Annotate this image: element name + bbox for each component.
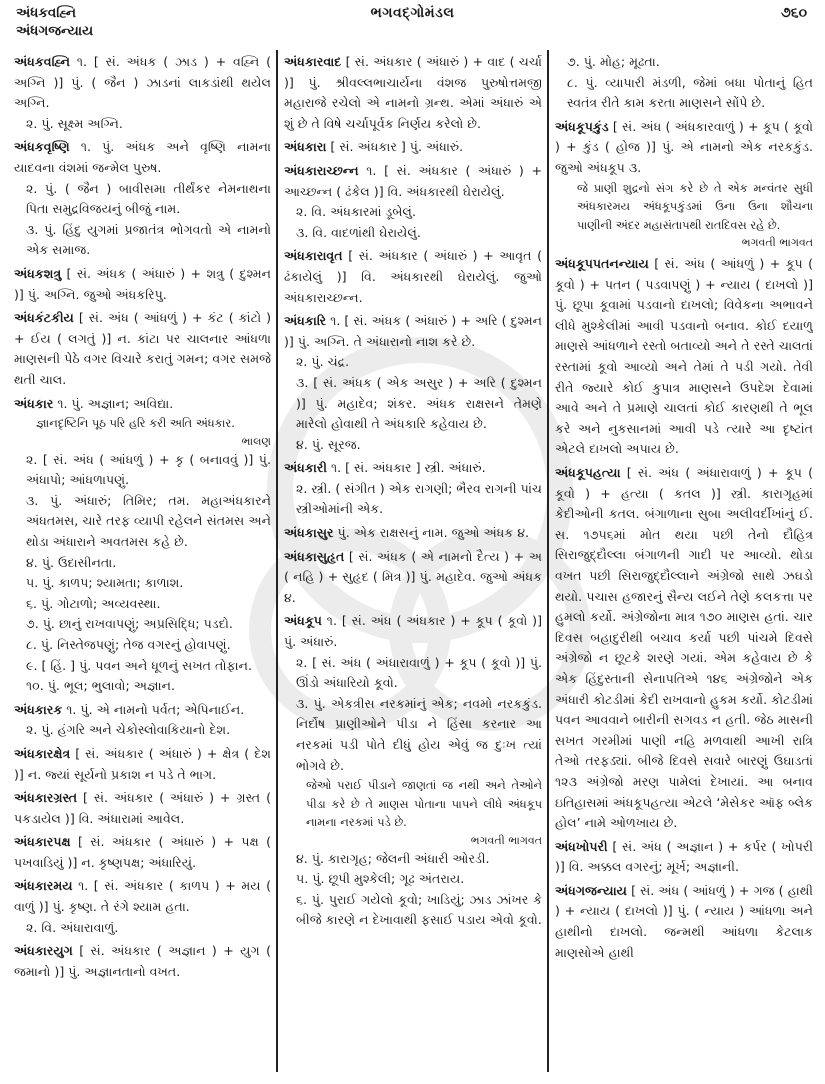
running-title: ભગવદ્ગોમંડલ: [370, 5, 455, 21]
dictionary-entry: [284, 611, 542, 931]
headword: અંધકારયુગ: [14, 943, 73, 959]
headword: અંધકાર: [14, 395, 54, 411]
dictionary-entry: [555, 254, 813, 460]
entry-main: [284, 137, 542, 158]
entry-main: [14, 876, 271, 917]
sense: ૧૦. પું. ભૂલ; ભુલાવો; અજ્ઞાન.: [26, 678, 175, 694]
sense: ૩. વિ. વાદળાંથી ઘેરાયેલું.: [296, 224, 421, 240]
sense: ૬. પું. પુરાઈ ગયેલો કૂવો; ખાડિયું; ઝાડ ઝાંખર કે બીજે કારણે ન દેખાવાથી ફસાઈ પડાય એવો કૂવો.: [296, 891, 542, 928]
definition: ૧. [ સં. અંધકાર ] સ્ત્રી. અંધારું.: [326, 460, 486, 476]
definition: પું. એક રાક્ષસનું નામ. જુઓ અંધક ૪.: [333, 525, 530, 541]
citation-quote: જે પ્રાણી શુદ્રનો સંગ કરે છે તે એક મન્વંતર સુધી અંધકારમય અંધકૂપકુંડમાં ઉના ઉના શૌચના પાણીની અંદર મહાસંતાપથી રાતદિવસ રહે છે.: [577, 180, 813, 232]
headword: અંધખોપરી: [555, 838, 608, 854]
dictionary-entry: [14, 52, 271, 134]
entry-main: [555, 881, 813, 963]
headword: અંધકૂપકુંડ: [555, 118, 609, 134]
dictionary-entry: [555, 52, 813, 114]
dictionary-entry: [284, 52, 542, 134]
page-number: ૭૬૦: [781, 5, 807, 21]
entry-main: [555, 254, 813, 460]
dictionary-columns: [0, 52, 825, 1082]
headword: અંધકાસુર: [284, 525, 334, 541]
definition: [ સં. અંધ ( અંધકારવાળું ) + કૂપ ( કૂવો ) + કુંડ ( હોજ )] પું. એ નામનો એક નરકકુંડ. જુઓ અંધકૂપ ૩.: [555, 118, 813, 175]
dictionary-entry: [14, 788, 271, 829]
dictionary-entry: [14, 832, 271, 873]
dictionary-entry: [14, 264, 271, 305]
definition: [ સં. અંધ ( અંધારાવાળું ) + કૂપ ( કૂવો ) + હત્યા ( કતલ )] સ્ત્રી. કારાગૃહમાં કેદીઓની કતલ. બંગાળાના સુબા અલીવર્દીખાંનું ઈ. સ. ૧૭૫૬માં મોત થયા પછી તેનો દૌહિત્ર સિરાજુદ્દૌલ્લા બંગાળની ગાદી પર આવ્યો. થોડા વખત પછી સિરાજુદ્દૌલ્લાને અંગ્રેજો સાથે ઝઘડો થયો. પચાસ હજારનું સૈન્ય લઈને તેણે કલકત્તા પર હુમલો કર્યો. અંગ્રેજોના માત્ર ૧૭૦ માણસ હતાં. ચાર દિવસ બહાદુરીથી બચાવ કર્યા પછી પાંચમે દિવસે અંગ્રેજો ન છૂટકે શરણે ગયાં. એમ કહેવાય છે કે એક હિંદુસ્તાની સેનાપતિએ ૧૪૬ અંગ્રેજોને એક અંધારી કોટડીમાં કેદી રાખવાનો હુકમ કર્યો. કોટડીમાં પવન આવવાને બારીની સગવડ ન હતી. જેઠ માસની સખત ગરમીમાં પાણી નહિ મળવાથી આખી રાત્રિ તેઓ તરફડ્યાં. બીજે દિવસે સવારે બારણું ઉઘાડતાં ૧૨૩ અંગ્રેજો મરણ પામેલાં દેખાયાં. આ બનાવ ઇતિહાસમાં અંધકૂપહત્યા એટલે ‘મેસેકર ઑફ બ્લેક હોલ’ નામે ઓળખાય છે.: [555, 465, 813, 831]
entry-main: [14, 394, 271, 415]
definition: [ સં. અંધકાર ( અંધારું ) + ક્ષેત્ર ( દેશ )] ન. જ્યાં સૂર્યનો પ્રકાશ ન પડે તે ભાગ.: [14, 745, 271, 782]
definition: ૧. [ સં. અંધકાર ( કાળપ ) + મય ( વાળું )] પું. કૃષ્ણ. તે રંગે શ્યામ હતા.: [14, 878, 271, 915]
headword: અંધકૂપ: [284, 613, 322, 629]
definition: [ સં. અંધકાર ( અંધારું ) + આવૃત ( ઢંકાયેલું )] વિ. અંધકારથી ઘેરાયેલું. જુઓ અંધકારાચ્છન્ન.: [284, 248, 542, 305]
sense: ૮. પું. નિસ્તેજપણું; તેજ વગરનું હોવાપણું.: [26, 636, 231, 652]
headword: અંધકૂપહત્યા: [555, 465, 621, 480]
sense: ૨. [ સં. અંધ ( અંધારાવાળું ) + કૂપ ( કૂવો )] પું. ઊંડો અંધારિયો કૂવો.: [296, 654, 542, 691]
dictionary-entry: [555, 463, 813, 834]
sense: ૪. પું. કારાગૃહ; જેલની અંધારી ઓરડી.: [296, 850, 490, 866]
headword: અંધકારક: [14, 701, 63, 717]
sense: ૨. [ સં. અંધ ( આંધળું ) + કૃ ( બનાવવું )] પું. અંધાપો; આંધળાપણું.: [26, 451, 271, 488]
entry-main: [14, 788, 271, 829]
citation-source: ભગવતી ભાગવત: [741, 236, 813, 250]
sense: ૮. પું. વ્યાપારી મંડળી, જેમાં બધા પોતાનું હિત સ્વતંત્ર રીતે કામ કરતા માણસને સોંપે છે.: [567, 74, 813, 111]
dictionary-entry: [14, 394, 271, 697]
definition: [ સં. અંધકાર ( અંધારું ) + ગ્રસ્ત ( પકડાયેલ )] વિ. અંધારામાં આવેલ.: [14, 790, 271, 826]
headword: અંધકંટકીય: [14, 310, 74, 326]
sense: ૩. પું. અંધારું; તિમિર; તમ. મહાઅંધકારને અંધતમસ, ચારે તરફ વ્યાપી રહેલને સંતમસ અને થોડા અંધારાને અવતમસ કહે છે.: [26, 492, 271, 549]
definition: [ સં. અંધક ( એ નામનો દૈત્ય ) + અ ( નહિ ) + સુહૃદ ( મિત્ર )] પું. મહાદેવ. જુઓ અંધક ૪.: [284, 548, 542, 605]
sense: ૨. પું. સૂક્ષ્મ અગ્નિ.: [26, 115, 123, 131]
entry-main: [284, 246, 542, 308]
headword: અંધકારી: [284, 460, 327, 476]
headword: અંધકારા: [284, 139, 327, 155]
headword: અંધકાસુહૃત: [284, 548, 345, 564]
column-right: [555, 52, 813, 1082]
headword: અંધકારક્ષેત્ર: [14, 745, 71, 761]
entry-main: [14, 137, 271, 178]
entry-main: [14, 264, 271, 305]
definition: ૧. પું. અંધક અને વૃષ્ણિ નામના યાદવના વંશમાં જન્મેલ પુરુષ.: [14, 139, 271, 175]
entry-main: [284, 161, 542, 202]
sense: ૭. પું. મોહ; મૂઢતા.: [567, 54, 660, 69]
headword: અંધકૂપપતનન્યાય: [555, 256, 649, 272]
dictionary-entry: [284, 246, 542, 308]
dictionary-entry: [14, 700, 271, 741]
headword: અંધકારવાદ: [284, 54, 342, 69]
definition: [ સં. અંધક ( અંધારું ) + શત્રુ ( દુશ્મન )] પું. અગ્નિ. જુઓ અંધકરિપુ.: [14, 265, 271, 302]
sense: ૨. પું. હંગરિ અને ચેકોસ્લોવાકિયાનો દેશ.: [26, 722, 231, 738]
citation-source: ભાલણ: [241, 434, 271, 448]
dictionary-entry: [284, 161, 542, 243]
definition: ૧. [ સં. અંધ ( અંધકાર ) + કૂપ ( કૂવો )] પું. અંધારું.: [284, 613, 542, 650]
definition: [ સં. અંધકાર ] પું. અંધારું.: [326, 139, 464, 155]
entry-main: [14, 700, 271, 721]
definition: [ સં. અંધકાર ( અંધારું ) + પક્ષ ( પખવાડિયું )] ન. કૃષ્ણપક્ષ; અંધારિયું.: [14, 834, 271, 870]
dictionary-entry: [555, 881, 813, 963]
dictionary-entry: [284, 137, 542, 158]
sense: ૯. [ હિં. ] પું. પવન અને ધૂળનું સખત તોફાન.: [26, 657, 252, 673]
definition: [ સં. અંધ ( આંધળું ) + ગજ ( હાથી ) + ન્યાય ( દાખલો )] પું. ( ન્યાય ) આંધળા અને હાથીનો દાખલો. જન્મથી આંધળા કેટલાક માણસોએ હાથી: [555, 882, 813, 960]
definition: [ સં. અંધ ( આંધળું ) + કૂપ ( કૂવો ) + પતન ( પડવાપણું ) + ન્યાય ( દાખલો )] પું. છૂપા કૂવામાં પડવાનો દાખલો; વિવેકના અભાવને લીધે મુશ્કેલીમાં આવી પડવાનો બનાવ. કોઈ દયાળુ માણસે આંધળાને રસ્તો બતાવ્યો અને તે રસ્તે ચાલતાં રસ્તામાં કૂવો આવ્યો અને તેમાં તે પડી ગયો. તેવી રીતે જ્યારે કોઈ કુપાત્ર માણસને ઉપદેશ દેવામાં આવે અને તે પ્રમાણે ચાલતાં કોઈ કારણથી તે ભૂલ કરે અને નુકસાનમાં આવી પડે ત્યારે આ દૃષ્ટાંત એટલે દાખલો અપાય છે.: [555, 256, 813, 457]
sense: ૩. પું. એકત્રીસ નરકમાંનું એક; નવમો નરકકુંડ. નિર્દોષ પ્રાણીઓને પીડા ને હિંસા કરનાર આ નરકમાં પડી પોતે દીધું હોય એવું જ દુઃખ ત્યાં ભોગવે છે.: [296, 695, 542, 773]
citation-quote: જેઓ પરાઈ પીડાને જાણતાં જ નથી અને તેઓને પીડા કરે છે તે માણસ પોતાના પાપને લીધે અંધકૂપ નામના નરકમાં પડે છે.: [306, 778, 542, 830]
headword: અંધકારમય: [14, 878, 73, 894]
sense: ૭. પું. છાનું રાખવાપણું; અપ્રસિદ્ધિ; પડદો.: [26, 616, 233, 632]
headword: અંધકવૃષ્ણિ: [14, 139, 70, 155]
entry-main: [284, 547, 542, 609]
sense: ૨. પું. ચંદ્ર.: [296, 354, 350, 370]
column-left: [14, 52, 271, 1082]
headword: અંધકારાવૃત: [284, 248, 343, 264]
entry-main: [284, 523, 542, 544]
entry-main: [555, 463, 813, 834]
column-middle: [284, 52, 542, 1082]
sense: ૨. વિ. અંધારાવાળું.: [26, 919, 119, 935]
guide-word-first: અંધકવહ્નિ: [16, 5, 77, 21]
entry-main: [284, 458, 542, 479]
entry-main: [14, 941, 271, 982]
entry-main: [14, 832, 271, 873]
sense: ૨. પું. ( જૈન ) બાવીસમા તીર્થંકર નેમનાથના પિતા સમુદ્રવિજયનું બીજું નામ.: [26, 180, 271, 217]
dictionary-entry: [284, 523, 542, 544]
definition: ૧. [ સં. અંધક ( અંધારું ) + અરિ ( દુશ્મન )] પું. અગ્નિ. તે અંધારાનો નાશ કરે છે.: [284, 313, 542, 349]
sense: ૩. પું. હિંદુ યુગમાં પ્રજાતંત્ર ભોગવતો એ નામનો એક સમાજ.: [26, 221, 271, 258]
sense: ૪. પું. સૂરજ.: [296, 436, 361, 452]
entry-main: [555, 837, 813, 878]
dictionary-entry: [555, 837, 813, 878]
headword: અંધકવહ્નિ: [14, 54, 71, 69]
dictionary-entry: [14, 876, 271, 938]
definition: [ સં. અંધકાર ( અંધારું ) + વાદ ( ચર્ચા )] પું. શ્રીવલ્લભાચાર્યના વંશજ પુરુષોત્તમજી મહારાજે રચેલો એ નામનો ગ્રન્થ. એમાં અંધારું એ શું છે તે વિષે ચર્ચાપૂર્વક નિર્ણય કરેલો છે.: [284, 54, 542, 131]
headword: અંધકારપક્ષ: [14, 834, 71, 850]
dictionary-entry: [14, 941, 271, 982]
headword: અંધકારાચ્છન્ન: [284, 162, 359, 178]
page-header: [0, 0, 825, 48]
sense: ૩. [ સં. અંધક ( એક અસુર ) + અરિ ( દુશ્મન )] પું. મહાદેવ; શંકર. અંધક રાક્ષસને તેમણે મારેલો હોવાથી તે અંધકારિ કહેવાય છે.: [296, 374, 542, 432]
headword: અંધકારગ્રસ્ત: [14, 790, 78, 806]
entry-main: [284, 52, 542, 134]
definition: ૧. પું. અજ્ઞાન; અવિદ્યા.: [53, 395, 174, 411]
definition: [ સં. અંધ ( આંધળું ) + કંટ ( કાંટો ) + ઈય ( લગતું )] ન. કાંટા પર ચાલનાર આંધળા માણસની પેઠે વગર વિચારે કરાતું ગમન; વગર સમજે થતી ચાલ.: [14, 310, 271, 387]
dictionary-entry: [14, 137, 271, 261]
headword: અંધકશત્રુ: [14, 265, 62, 281]
entry-main: [14, 308, 271, 390]
definition: ૧. [ સં. અંધક ( ઝાડ ) + વહ્નિ ( અગ્નિ )] પું. ( જૈન ) ઝાડનાં લાકડાંથી થયેલ અગ્નિ.: [14, 54, 271, 111]
headword: અંધગજન્યાય: [555, 882, 627, 898]
dictionary-entry: [284, 458, 542, 520]
definition: ૧. [ સં. અંધકાર ( અંધારું ) + આચ્છન્ન ( ઢંકેલ )] વિ. અંધકારથી ઘેરાયેલું.: [284, 162, 542, 199]
sense: ૫. પું. કાળપ; શ્યામતા; કાળાશ.: [26, 575, 184, 591]
entry-main: [555, 117, 813, 179]
entry-main: [14, 744, 271, 785]
definition: [ સં. અંધકાર ( અજ્ઞાન ) + યુગ ( જમાનો )] પું. અજ્ઞાનતાનો વખત.: [14, 943, 271, 979]
definition: [ સં. અંધ ( અજ્ઞાન ) + કર્પર ( ખોપરી )] વિ. અક્કલ વગરનું; મૂર્ખ; અજ્ઞાની.: [555, 838, 813, 875]
headword: અંધકારિ: [284, 313, 327, 329]
sense: ૪. પું. ઉદાસીનતા.: [26, 554, 117, 570]
definition: ૧. પું. એ નામનો પર્વત; એપિનાઈન.: [62, 701, 245, 717]
dictionary-entry: [284, 547, 542, 609]
citation-source: ભગવતી ભાગવત: [470, 833, 542, 847]
dictionary-entry: [555, 117, 813, 251]
guide-word-last: અંધગજન્યાય: [16, 23, 94, 39]
sense: ૫. પું. છૂપી મુશ્કેલી; ગૂઢ અંતરાય.: [296, 871, 465, 887]
dictionary-entry: [14, 308, 271, 390]
sense: ૬. પું. ગોટાળો; અવ્યવસ્થા.: [26, 595, 161, 611]
entry-main: [284, 311, 542, 352]
dictionary-entry: [14, 744, 271, 785]
sense: ૨. વિ. અંધકારમાં ડૂબેલું.: [296, 204, 416, 220]
entry-main: [14, 52, 271, 114]
sense: ૨. સ્ત્રી. ( સંગીત ) એક રાગણી; ભૈરવ રાગની પાંચ સ્ત્રીઓમાંની એક.: [296, 480, 542, 517]
entry-main: [284, 611, 542, 652]
citation-quote: જ્ઞાનદૃષ્ટિનિ પૂઠ પરિ હરિ કરી અતિ અંધકાર.: [36, 416, 235, 431]
dictionary-entry: [284, 311, 542, 455]
